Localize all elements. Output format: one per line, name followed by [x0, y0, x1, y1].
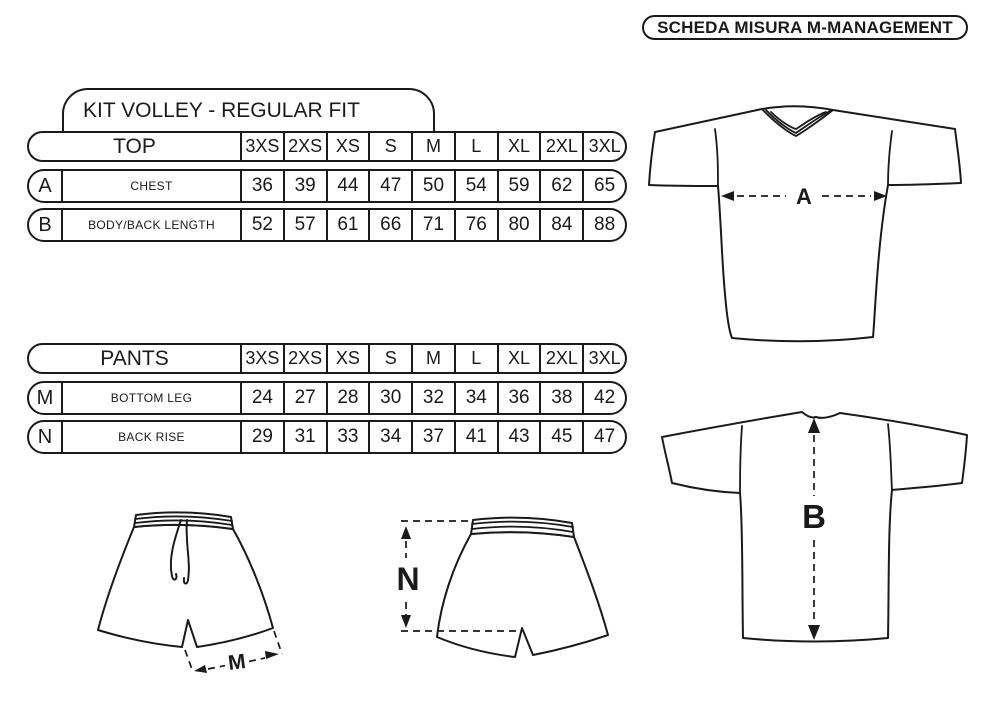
size-value-cell: 43	[497, 422, 540, 452]
size-header-cell: XS	[326, 133, 369, 160]
size-header-cell: XL	[497, 133, 540, 160]
size-header-cell: XL	[497, 345, 540, 372]
row-letter-cell: M	[29, 383, 63, 413]
size-value-cell: 28	[326, 383, 369, 413]
size-value-cell: 84	[539, 210, 582, 240]
size-value-cell: 39	[283, 171, 326, 201]
size-value-cell: 52	[240, 210, 283, 240]
shorts-back-diagram	[393, 506, 618, 676]
leg-leader-left	[185, 650, 193, 672]
size-value-cell: 76	[454, 210, 497, 240]
size-header-cell: L	[454, 345, 497, 372]
table-row	[27, 381, 627, 415]
size-value-cell: 32	[411, 383, 454, 413]
size-value-cell: 45	[539, 422, 582, 452]
size-value-cell: 44	[326, 171, 369, 201]
shorts-front-diagram	[88, 503, 293, 698]
sheet-title	[642, 15, 968, 40]
sheet-title-text: SCHEDA MISURA M-MANAGEMENT	[657, 17, 953, 37]
table-name: TOP	[113, 134, 156, 158]
chest-measure-label: A	[796, 184, 812, 209]
row-letter-cell: B	[29, 210, 63, 240]
leg-leader-right	[274, 631, 282, 654]
size-header-cell: 3XL	[582, 345, 625, 372]
tshirt-back-diagram	[652, 406, 972, 651]
size-header-cell: M	[411, 345, 454, 372]
back-rise-measure-label: N	[396, 561, 420, 597]
size-value-cell: 30	[368, 383, 411, 413]
size-value-cell: 47	[582, 422, 625, 452]
table-row	[27, 420, 627, 454]
size-value-cell: 33	[326, 422, 369, 452]
size-value-cell: 65	[582, 171, 625, 201]
table-row	[27, 208, 627, 242]
size-value-cell: 29	[240, 422, 283, 452]
size-value-cell: 24	[240, 383, 283, 413]
size-header-cell: 3XL	[582, 133, 625, 160]
size-header-cell: 3XS	[240, 345, 283, 372]
size-value-cell: 61	[326, 210, 369, 240]
pants-size-table	[27, 343, 627, 454]
row-letter-cell: A	[29, 171, 63, 201]
size-value-cell: 37	[411, 422, 454, 452]
size-header-cell: 2XS	[283, 345, 326, 372]
size-value-cell: 71	[411, 210, 454, 240]
size-value-cell: 80	[497, 210, 540, 240]
size-header-cell: 2XL	[539, 133, 582, 160]
tshirt-front-diagram	[645, 96, 965, 348]
back-length-measure-label: B	[802, 498, 826, 535]
row-label-cell: BACK RISE	[118, 430, 185, 444]
size-header-cell: 3XS	[240, 133, 283, 160]
size-value-cell: 88	[582, 210, 625, 240]
size-value-cell: 54	[454, 171, 497, 201]
size-value-cell: 50	[411, 171, 454, 201]
size-header-cell: 2XL	[539, 345, 582, 372]
table-header-row	[27, 131, 627, 162]
size-value-cell: 36	[240, 171, 283, 201]
top-size-table	[27, 131, 627, 242]
size-value-cell: 41	[454, 422, 497, 452]
row-label-cell: BOTTOM LEG	[110, 391, 193, 405]
size-value-cell: 31	[283, 422, 326, 452]
size-value-cell: 38	[539, 383, 582, 413]
table-header-row	[27, 343, 627, 374]
row-letter-cell: N	[29, 422, 63, 452]
kit-volley-label: KIT VOLLEY - REGULAR FIT	[83, 99, 360, 122]
leg-arrow-left	[208, 666, 225, 669]
bottom-leg-measure-label: M	[226, 650, 248, 675]
table-name: PANTS	[100, 346, 169, 370]
size-value-cell: 57	[283, 210, 326, 240]
size-header-cell: XS	[326, 345, 369, 372]
size-value-cell: 47	[368, 171, 411, 201]
size-header-cell: M	[411, 133, 454, 160]
size-value-cell: 34	[454, 383, 497, 413]
size-value-cell: 42	[582, 383, 625, 413]
size-value-cell: 62	[539, 171, 582, 201]
size-value-cell: 66	[368, 210, 411, 240]
size-value-cell: 27	[283, 383, 326, 413]
arrow-bottom-head	[401, 615, 411, 628]
size-header-cell: S	[368, 133, 411, 160]
size-header-cell: 2XS	[283, 133, 326, 160]
size-value-cell: 36	[497, 383, 540, 413]
size-value-cell: 59	[497, 171, 540, 201]
leg-arrow-right	[249, 658, 265, 661]
size-value-cell: 34	[368, 422, 411, 452]
row-label-cell: BODY/BACK LENGTH	[88, 218, 215, 232]
size-header-cell: L	[454, 133, 497, 160]
table-row	[27, 169, 627, 203]
arrow-right-head	[265, 651, 279, 659]
arrow-top-head	[401, 526, 411, 539]
size-header-cell: S	[368, 345, 411, 372]
arrow-left-head	[194, 665, 207, 673]
row-label-cell: CHEST	[130, 179, 173, 193]
